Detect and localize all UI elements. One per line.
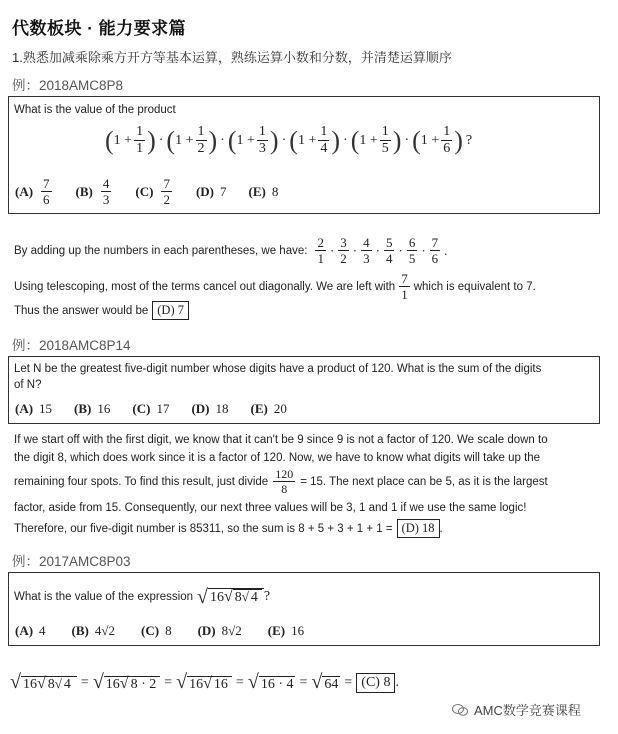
fraction-1-3: $\frac{1}{3}$ <box>258 124 266 156</box>
choice-c: (C) $\frac{7}{2}$ <box>135 176 170 207</box>
fraction: $\frac{7}{2}$ <box>163 176 170 207</box>
product-term: ( 1 + $\frac{1}{4}$ ) <box>289 124 341 156</box>
operator: · <box>329 242 335 258</box>
answer-box: (C) 8 <box>356 673 395 693</box>
operator: · <box>421 242 426 258</box>
sol-text: Therefore, our five-digit number is 85311, so the sum is 8 + 5 + 3 + 1 + 1 = <box>14 522 393 535</box>
fraction-1-5: $\frac{1}{5}$ <box>381 124 389 156</box>
operator: · <box>404 132 410 148</box>
watermark-text: AMC数学竞赛课程 <box>474 703 581 718</box>
example-1-solution-line-1 <box>14 236 449 265</box>
example-1-question: What is the value of the product <box>14 104 176 116</box>
choice-e: (E) 16 <box>267 623 305 638</box>
fraction-120-8: $\frac{120}{8}$ <box>275 467 294 496</box>
fraction-7-6: $\frac{7}{6}$ <box>431 235 439 266</box>
operator: · <box>281 132 287 148</box>
telescoping-product <box>313 236 449 265</box>
example-2-solution-line-2: the digit 8, which does work since it is a factor of 120. Now, we have to know what digits will take up the <box>14 452 541 464</box>
choice-b: (B) 4√2 <box>71 623 116 638</box>
product-term: ( 1 + $\frac{1}{6}$ ) <box>412 124 463 156</box>
fraction-7-1: $\frac{7}{1}$ <box>401 271 408 302</box>
sol-text: . <box>439 522 443 535</box>
example-1-label: 例：2018AMC8P8 <box>12 78 124 93</box>
answer-box: (D) 18 <box>397 519 440 538</box>
operator: · <box>343 132 348 148</box>
wechat-icon <box>452 704 468 716</box>
example-3-solution: √ 16√ 8√ 4 = √ 16√ 8 · 2 = √ 16√ 16 = √ 16 · 4 = √ 64 = (C) 8 . <box>10 671 399 693</box>
product-term: ( 1 + $\frac{1}{5}$ ) <box>350 124 402 156</box>
choice-d: (D) 7 <box>195 183 227 199</box>
example-3-box <box>8 572 600 646</box>
product-term: ( 1 + $\frac{1}{3}$ ) <box>227 124 279 156</box>
choice-e: (E) 8 <box>248 183 279 199</box>
fraction-1-1: $\frac{1}{1}$ <box>136 124 144 156</box>
example-2-label: 例：2018AMC8P14 <box>12 338 131 353</box>
fraction-1-2: $\frac{1}{2}$ <box>197 124 205 156</box>
example-3-question <box>14 587 270 607</box>
product-expression <box>105 125 475 156</box>
example-3-choices <box>15 623 330 639</box>
example-1-solution-line-3 <box>14 301 189 320</box>
sol-text: = 15. The next place can be 5, as it is the largest <box>300 475 548 488</box>
example-2-solution-line-5 <box>14 519 443 538</box>
example-1-solution-line-2 <box>14 272 536 301</box>
choice-c: (C) 17 <box>132 401 170 416</box>
choice-e: (E) 20 <box>250 401 287 416</box>
example-2-question-line-2: of N? <box>14 379 42 391</box>
example-2-question-line-1: Let N be the greatest five-digit number whose digits have a product of 120. What is the sum of the digits <box>14 363 542 375</box>
choice-a: (A) 4 <box>15 623 46 638</box>
wechat-watermark <box>452 700 581 719</box>
operator: · <box>375 242 380 258</box>
fraction-2-1: $\frac{2}{1}$ <box>317 235 324 266</box>
sol-text: Thus the answer would be <box>14 304 149 317</box>
operator: . <box>444 242 448 258</box>
operator: · <box>158 132 164 148</box>
fraction: $\frac{7}{6}$ <box>43 176 50 207</box>
operator: · <box>398 242 403 258</box>
answer-box: (D) 7 <box>152 301 189 320</box>
fraction-1-4: $\frac{1}{4}$ <box>320 124 328 156</box>
sol-text: remaining four spots. To find this result, just divide <box>14 475 269 488</box>
product-term: ( 1 + $\frac{1}{1}$ ) <box>105 124 156 156</box>
fraction-4-3: $\frac{4}{3}$ <box>363 235 370 266</box>
example-1-choices <box>15 177 300 206</box>
sol-text: By adding up the numbers in each parentheses, we have: <box>14 244 308 257</box>
operator: · <box>352 242 358 258</box>
example-2-choices <box>15 401 309 417</box>
example-3-label: 例：2017AMC8P03 <box>12 554 131 569</box>
sol-text: Using telescoping, most of the terms cancel out diagonally. We are left with <box>14 280 396 293</box>
step-3: √ 16√ 16 <box>176 672 232 693</box>
choice-a: (A) $\frac{7}{6}$ <box>15 176 50 207</box>
example-1-box <box>8 96 600 214</box>
example-2-box <box>8 356 600 424</box>
product-term: ( 1 + $\frac{1}{2}$ ) <box>166 124 218 156</box>
choice-d: (D) 8√2 <box>197 623 242 638</box>
choice-b: (B) 16 <box>74 401 111 416</box>
example-2-solution-line-3 <box>14 468 548 495</box>
choice-d: (D) 18 <box>191 401 229 416</box>
choice-c: (C) 8 <box>141 623 172 638</box>
page-subtitle: 1.熟悉加减乘除乘方开方等基本运算，熟练运算小数和分数，并清楚运算顺序 <box>12 50 452 65</box>
example-2-solution-line-4: factor, aside from 15. Consequently, our next three values will be 3, 1 and 1 if we use the same logic! <box>14 502 527 514</box>
fraction-5-4: $\frac{5}{4}$ <box>385 235 393 266</box>
sol-text: which is equivalent to 7. <box>413 280 536 293</box>
step-5: √ 64 <box>311 671 339 693</box>
question-text: What is the value of the expression <box>14 591 193 603</box>
fraction: $\frac{4}{3}$ <box>102 176 110 207</box>
step-1: √ 16√ 8√ 4 <box>10 672 77 693</box>
step-2: √ 16√ 8 · 2 <box>93 672 160 693</box>
step-4: √ 16 · 4 <box>247 671 294 693</box>
nested-radical-expression: √ 16√ 8√ 4 ? <box>197 586 271 608</box>
choice-a: (A) 15 <box>15 401 53 416</box>
example-2-solution-line-1: If we start off with the first digit, we know that it can't be 9 since 9 is not a factor of 120. We scale down to <box>14 434 548 446</box>
operator: · <box>220 132 225 148</box>
page-title: 代数板块 · 能力要求篇 <box>12 19 187 38</box>
fraction-1-6: $\frac{1}{6}$ <box>443 124 451 156</box>
operator: ? <box>465 132 473 148</box>
choice-b: (B) $\frac{4}{3}$ <box>75 176 110 207</box>
fraction-3-2: $\frac{3}{2}$ <box>340 235 347 266</box>
fraction-6-5: $\frac{6}{5}$ <box>408 235 416 266</box>
